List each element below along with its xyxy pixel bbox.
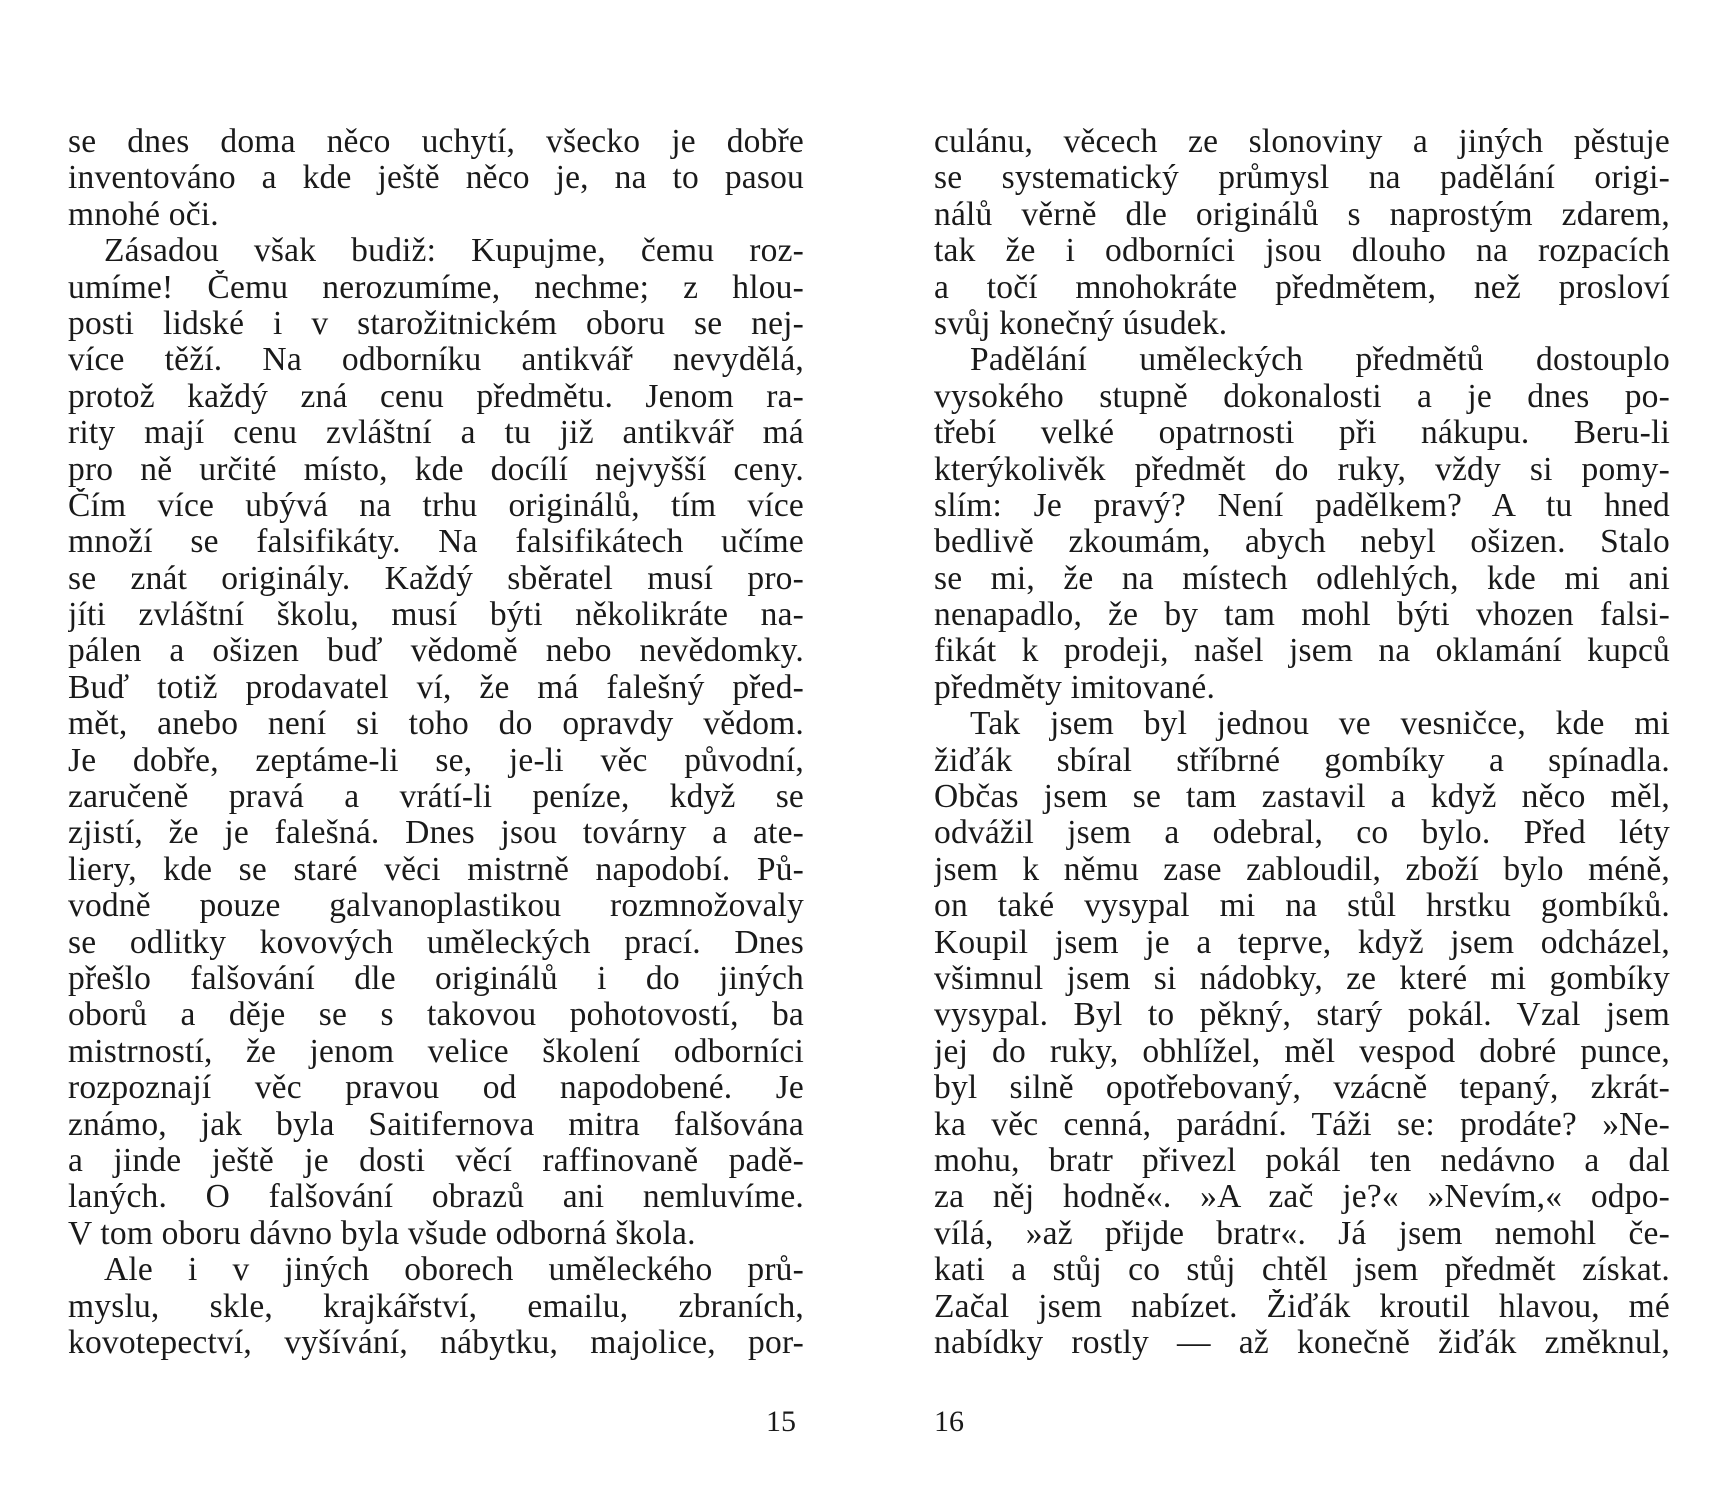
text-line: kterýkolivěk předmět do ruky, vždy si pomy- bbox=[934, 451, 1670, 488]
text-line: pálen a ošizen buď vědomě nebo nevědomky. bbox=[68, 633, 804, 670]
text-line: rity mají cenu zvláštní a tu již antikvář má bbox=[68, 415, 804, 452]
left-page-number: 15 bbox=[766, 1405, 796, 1438]
text-line: se mi, že na místech odlehlých, kde mi ani bbox=[934, 560, 1670, 597]
text-line: vodně pouze galvanoplastikou rozmnožovaly bbox=[68, 888, 804, 925]
text-line: množí se falsifikáty. Na falsifikátech učíme bbox=[68, 524, 804, 561]
text-line: všimnul jsem si nádobky, ze které mi gombíky bbox=[934, 960, 1670, 997]
text-line: fikát k prodeji, našel jsem na oklamání kupců bbox=[934, 633, 1670, 670]
text-line: posti lidské i v starožitnickém oboru se nej- bbox=[68, 305, 804, 342]
text-line: jíti zvláštní školu, musí býti několikráte na- bbox=[68, 597, 804, 634]
text-line: ka věc cenná, parádní. Táži se: prodáte? »Ne- bbox=[934, 1106, 1670, 1143]
text-line: tak že i odborníci jsou dlouho na rozpacích bbox=[934, 233, 1670, 270]
text-line: se systematický průmysl na padělání origi- bbox=[934, 160, 1670, 197]
text-line: známo, jak byla Saitifernova mitra falšována bbox=[68, 1106, 804, 1143]
text-line: pro ně určité místo, kde docílí nejvyšší ceny. bbox=[68, 451, 804, 488]
text-line: třebí velké opatrnosti při nákupu. Beru-li bbox=[934, 415, 1670, 452]
text-line: vílá, »až přijde bratr«. Já jsem nemohl če- bbox=[934, 1215, 1670, 1252]
text-line: laných. O falšování obrazů ani nemluvíme. bbox=[68, 1179, 804, 1216]
text-line: mnohé oči. bbox=[68, 196, 219, 233]
text-line: liery, kde se staré věci mistrně napodobí. Pů- bbox=[68, 851, 804, 888]
text-line: inventováno a kde ještě něco je, na to pasou bbox=[68, 160, 804, 197]
text-line: mět, anebo není si toho do opravdy vědom. bbox=[68, 706, 804, 743]
text-line: Koupil jsem je a teprve, když jsem odcházel, bbox=[934, 924, 1670, 961]
text-line: nenapadlo, že by tam mohl býti vhozen falsi- bbox=[934, 597, 1670, 634]
text-line: nabídky rostly — až konečně žiďák změknul, bbox=[934, 1324, 1670, 1361]
text-line: a jinde ještě je dosti věcí raffinovaně padě- bbox=[68, 1142, 804, 1179]
text-line: rozpoznají věc pravou od napodobené. Je bbox=[68, 1070, 804, 1107]
text-line: Ale i v jiných oborech uměleckého prů- bbox=[104, 1252, 804, 1289]
text-line: vysypal. Byl to pěkný, starý pokál. Vzal jsem bbox=[934, 997, 1670, 1034]
text-line: odvážil jsem a odebral, co bylo. Před léty bbox=[934, 815, 1670, 852]
text-line: umíme! Čemu nerozumíme, nechme; z hlou- bbox=[68, 269, 804, 306]
text-line: byl silně opotřebovaný, vzácně tepaný, zkrát- bbox=[934, 1070, 1670, 1107]
text-line: jej do ruky, obhlížel, měl vespod dobré punce, bbox=[934, 1033, 1670, 1070]
text-line: bedlivě zkoumám, abych nebyl ošizen. Stalo bbox=[934, 524, 1670, 561]
right-page-number: 16 bbox=[934, 1405, 964, 1438]
text-line: Zásadou však budiž: Kupujme, čemu roz- bbox=[104, 233, 804, 270]
text-line: Tak jsem byl jednou ve vesničce, kde mi bbox=[970, 706, 1670, 743]
text-line: Občas jsem se tam zastavil a když něco měl, bbox=[934, 779, 1670, 816]
text-line: Je dobře, zeptáme-li se, je-li věc původní, bbox=[68, 742, 804, 779]
text-line: mistrností, že jenom velice školení odborníci bbox=[68, 1033, 804, 1070]
text-line: mohu, bratr přivezl pokál ten nedávno a dal bbox=[934, 1142, 1670, 1179]
text-line: Začal jsem nabízet. Žiďák kroutil hlavou, mé bbox=[934, 1288, 1670, 1325]
text-line: V tom oboru dávno byla všude odborná škola. bbox=[68, 1215, 696, 1252]
text-line: se dnes doma něco uchytí, všecko je dobře bbox=[68, 124, 804, 160]
text-line: předměty imitované. bbox=[934, 669, 1216, 706]
text-line: žiďák sbíral stříbrné gombíky a spínadla. bbox=[934, 742, 1670, 779]
text-line: culánu, věcech ze slonoviny a jiných pěstuje bbox=[934, 124, 1670, 160]
left-page-text bbox=[68, 124, 804, 1361]
text-line: a točí mnohokráte předmětem, než prosloví bbox=[934, 269, 1670, 306]
text-line: Buď totiž prodavatel ví, že má falešný před- bbox=[68, 669, 804, 706]
text-line: se odlitky kovových uměleckých prací. Dnes bbox=[68, 924, 804, 961]
text-line: nálů věrně dle originálů s naprostým zdarem, bbox=[934, 196, 1670, 233]
right-page-text bbox=[934, 124, 1670, 1361]
text-line: zaručeně pravá a vrátí-li peníze, když se bbox=[68, 779, 804, 816]
text-line: více těží. Na odborníku antikvář nevydělá, bbox=[68, 342, 804, 379]
text-line: zjistí, že je falešná. Dnes jsou továrny a ate- bbox=[68, 815, 804, 852]
text-line: svůj konečný úsudek. bbox=[934, 305, 1228, 342]
text-line: přešlo falšování dle originálů i do jiných bbox=[68, 960, 804, 997]
text-line: kovotepectví, vyšívání, nábytku, majolice, por- bbox=[68, 1324, 804, 1361]
right-page bbox=[858, 0, 1716, 1500]
text-line: oborů a děje se s takovou pohotovostí, ba bbox=[68, 997, 804, 1034]
text-line: Padělání uměleckých předmětů dostouplo bbox=[970, 342, 1670, 379]
text-line: Čím více ubývá na trhu originálů, tím více bbox=[68, 487, 804, 524]
text-line: za něj hodně«. »A zač je?« »Nevím,« odpo- bbox=[934, 1179, 1670, 1216]
text-line: jsem k němu zase zabloudil, zboží bylo méně, bbox=[934, 851, 1670, 888]
text-line: slím: Je pravý? Není padělkem? A tu hned bbox=[934, 487, 1670, 524]
text-line: kati a stůj co stůj chtěl jsem předmět získat. bbox=[934, 1252, 1670, 1289]
text-line: vysokého stupně dokonalosti a je dnes po- bbox=[934, 378, 1670, 415]
text-line: se znát originály. Každý sběratel musí pro- bbox=[68, 560, 804, 597]
text-line: myslu, skle, krajkářství, emailu, zbraních, bbox=[68, 1288, 804, 1325]
text-line: on také vysypal mi na stůl hrstku gombíků. bbox=[934, 888, 1670, 925]
text-line: protož každý zná cenu předmětu. Jenom ra- bbox=[68, 378, 804, 415]
